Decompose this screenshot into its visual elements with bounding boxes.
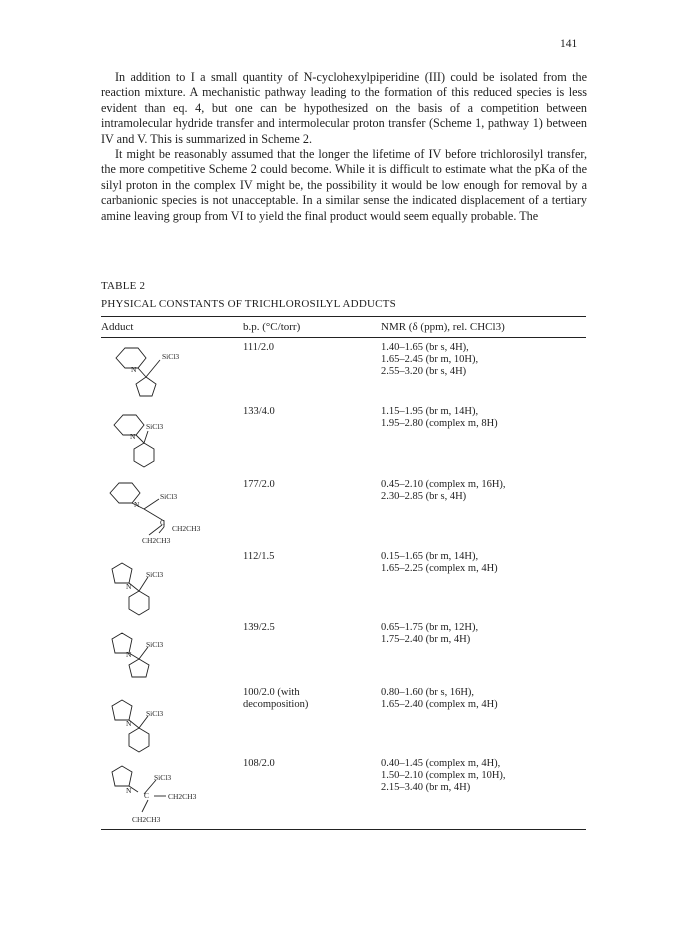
table-top-rule — [101, 316, 586, 317]
nmr-cell: 0.15–1.65 (br m, 14H), 1.65–2.25 (complex m, 4H) — [381, 551, 498, 574]
table-title: PHYSICAL CONSTANTS OF TRICHLOROSILYL ADDUCTS — [101, 298, 396, 310]
bp-cell: 112/1.5 — [243, 551, 275, 562]
svg-text:C: C — [160, 518, 166, 527]
svg-text:SiCl3: SiCl3 — [146, 570, 164, 579]
table-caption — [101, 280, 396, 311]
svg-text:CH2CH3: CH2CH3 — [132, 815, 161, 824]
bp-cell: 100/2.0 (with decomposition) — [243, 687, 309, 710]
bp-cell: 108/2.0 — [243, 758, 275, 769]
header-adduct: Adduct — [101, 321, 134, 333]
svg-text:CH2CH3: CH2CH3 — [168, 792, 197, 801]
svg-text:N: N — [130, 432, 136, 441]
svg-text:SiCl3: SiCl3 — [162, 352, 180, 361]
svg-text:CH2CH3: CH2CH3 — [172, 524, 201, 533]
table-bottom-rule — [101, 829, 586, 830]
svg-text:N: N — [131, 365, 137, 374]
nmr-cell: 0.45–2.10 (complex m, 16H), 2.30–2.85 (br s, 4H) — [381, 479, 506, 502]
svg-text:CH2CH3: CH2CH3 — [142, 536, 171, 545]
svg-text:SiCl3: SiCl3 — [146, 422, 164, 431]
svg-text:SiCl3: SiCl3 — [146, 709, 164, 718]
svg-text:N: N — [126, 582, 132, 591]
nmr-cell: 0.80–1.60 (br s, 16H), 1.65–2.40 (complex m, 4H) — [381, 687, 498, 710]
structure-piperidine-cyclohexyl — [104, 405, 234, 475]
structure-pyrrolidine-diethylmethyl — [104, 758, 234, 830]
svg-text:SiCl3: SiCl3 — [160, 492, 178, 501]
page-number: 141 — [560, 38, 578, 50]
header-nmr: NMR (δ (ppm), rel. CHCl3) — [381, 321, 505, 333]
svg-text:N: N — [126, 650, 132, 659]
bp-cell: 133/4.0 — [243, 406, 275, 417]
svg-text:SiCl3: SiCl3 — [146, 640, 164, 649]
structure-pyrrolidine-cyclohexyl-2 — [104, 692, 234, 760]
paragraph-2: It might be reasonably assumed that the longer the lifetime of IV before trichlorosilyl transfer, the more competitive Scheme 2 could become. While it is difficult to estimate what the pKa of the silyl proton in the complex IV might be, the possibility it would be low enough for removal by a carbanionic species is not unacceptable. In a similar sense the indicated displacement of a tertiary amine leaving group from VI to yield the final product would seem equally probable. The — [101, 147, 587, 223]
bp-cell: 111/2.0 — [243, 342, 275, 353]
structure-pyrrolidine-cyclohexyl — [104, 555, 234, 625]
svg-text:C: C — [144, 791, 150, 800]
structure-piperidine-diethylmethyl — [104, 475, 234, 550]
structure-pyrrolidine-cyclopentyl — [104, 625, 234, 690]
svg-text:N: N — [134, 500, 140, 509]
bp-cell: 177/2.0 — [243, 479, 275, 490]
bp-cell: 139/2.5 — [243, 622, 275, 633]
nmr-cell: 0.40–1.45 (complex m, 4H), 1.50–2.10 (complex m, 10H), 2.15–3.40 (br m, 4H) — [381, 758, 506, 793]
nmr-cell: 1.15–1.95 (br m, 14H), 1.95–2.80 (complex m, 8H) — [381, 406, 498, 429]
header-bp: b.p. (°C/torr) — [243, 321, 301, 333]
table-header-rule — [101, 337, 586, 338]
nmr-cell: 0.65–1.75 (br m, 12H), 1.75–2.40 (br m, 4H) — [381, 622, 479, 645]
structure-piperidine-cyclopentyl — [104, 340, 234, 410]
svg-text:SiCl3: SiCl3 — [154, 773, 172, 782]
table-label: TABLE 2 — [101, 280, 146, 292]
svg-text:N: N — [126, 786, 132, 795]
svg-text:N: N — [126, 719, 132, 728]
paragraph-1: In addition to I a small quantity of N-cyclohexylpiperidine (III) could be isolated from the reaction mixture. A mechanistic pathway leading to the formation of this reduced species is less evident than eq. 4, but one can be hypothesized on the basis of a competition between intramolecular hydride transfer and intermolecular proton transfer (Scheme 1, pathway 1) between IV and V. This is summarized in Scheme 2. — [101, 70, 587, 146]
nmr-cell: 1.40–1.65 (br s, 4H), 1.65–2.45 (br m, 10H), 2.55–3.20 (br s, 4H) — [381, 342, 479, 377]
